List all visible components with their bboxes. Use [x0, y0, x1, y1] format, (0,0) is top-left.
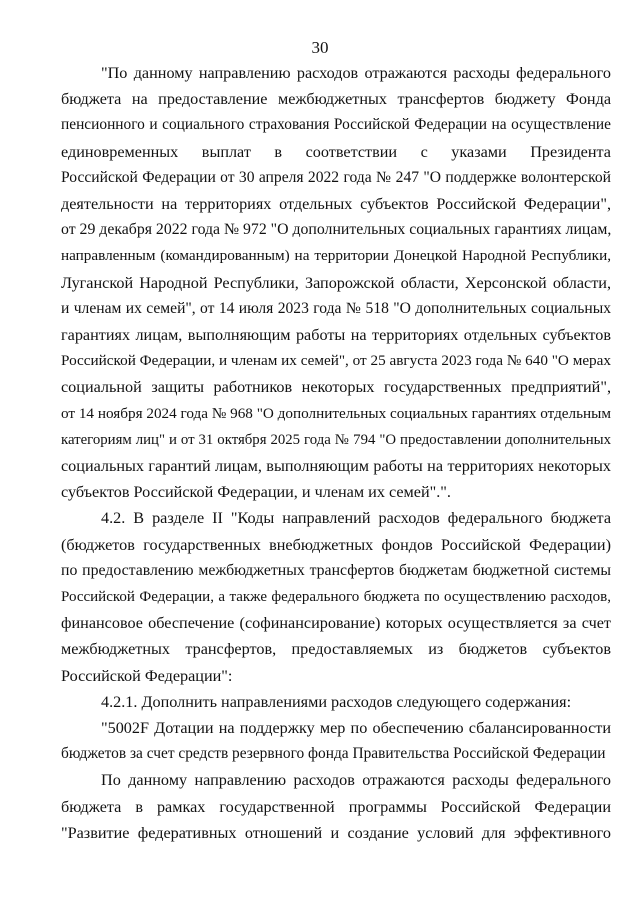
text-line: от 29 декабря 2022 года № 972 "О дополнительных социальных гарантиях лицам,: [61, 221, 612, 239]
text-line: бюджета в рамках государственной программы Российской Федерации: [61, 797, 611, 816]
text-line: категориям лиц" и от 31 октября 2025 года № 794 "О предоставлении дополнительных: [61, 431, 611, 448]
text-line: бюджета на предоставление межбюджетных трансфертов бюджету Фонда: [61, 90, 611, 109]
document-body: [61, 60, 611, 846]
text-line: (бюджетов государственных внебюджетных фондов Российской Федерации): [61, 535, 611, 554]
text-line: социальной защиты работников некоторых государственных предприятий",: [61, 378, 611, 397]
text-line: 4.2. В разделе II "Коды направлений расходов федерального бюджета: [101, 509, 611, 528]
text-line: направленным (командированным) на территории Донецкой Народной Республики,: [61, 247, 611, 265]
text-line: и членам их семей", от 14 июля 2023 года № 518 "О дополнительных социальных: [61, 299, 611, 317]
text-line: Российской Федерации, и членам их семей", от 25 августа 2023 года № 640 "О мерах: [61, 352, 611, 370]
text-line: "5002F Дотации на поддержку мер по обеспечению сбалансированности: [101, 719, 611, 738]
text-line: межбюджетных трансфертов, предоставляемых из бюджетов субъектов: [61, 640, 611, 659]
text-line: субъектов Российской Федерации, и членам их семей".".: [61, 483, 451, 502]
text-line: Российской Федерации":: [61, 666, 233, 685]
text-line: пенсионного и социального страхования Российской Федерации на осуществление: [61, 116, 611, 134]
page-number: 30: [311, 38, 329, 57]
text-line: единовременных выплат в соответствии с указами Президента: [61, 142, 611, 161]
text-line: гарантиях лицам, выполняющим работы на территориях отдельных субъектов: [61, 326, 611, 345]
text-line: деятельности на территориях отдельных субъектов Российской Федерации",: [61, 195, 611, 214]
text-line: Российской Федерации, а также федерального бюджета по осуществлению расходов,: [61, 589, 611, 606]
text-line: Российской Федерации от 30 апреля 2022 года № 247 "О поддержке волонтерской: [61, 168, 611, 186]
text-line: финансовое обеспечение (софинансирование) которых осуществляется за счет: [61, 614, 611, 633]
text-line: Луганской Народной Республики, Запорожской области, Херсонской области,: [61, 273, 611, 292]
text-line: социальных гарантий лицам, выполняющим работы на территориях некоторых: [61, 457, 611, 476]
text-line: "Развитие федеративных отношений и создание условий для эффективного: [61, 823, 611, 842]
text-line: от 14 ноября 2024 года № 968 "О дополнительных социальных гарантиях отдельным: [61, 404, 611, 422]
text-line: По данному направлению расходов отражаются расходы федерального: [101, 771, 611, 790]
text-line: 4.2.1. Дополнить направлениями расходов следующего содержания:: [101, 692, 572, 711]
text-line: бюджетов за счет средств резервного фонда Правительства Российской Федерации: [61, 745, 606, 763]
text-line: по предоставлению межбюджетных трансфертов бюджетам бюджетной системы: [61, 561, 611, 579]
text-line: "По данному направлению расходов отражаются расходы федерального: [101, 64, 611, 82]
